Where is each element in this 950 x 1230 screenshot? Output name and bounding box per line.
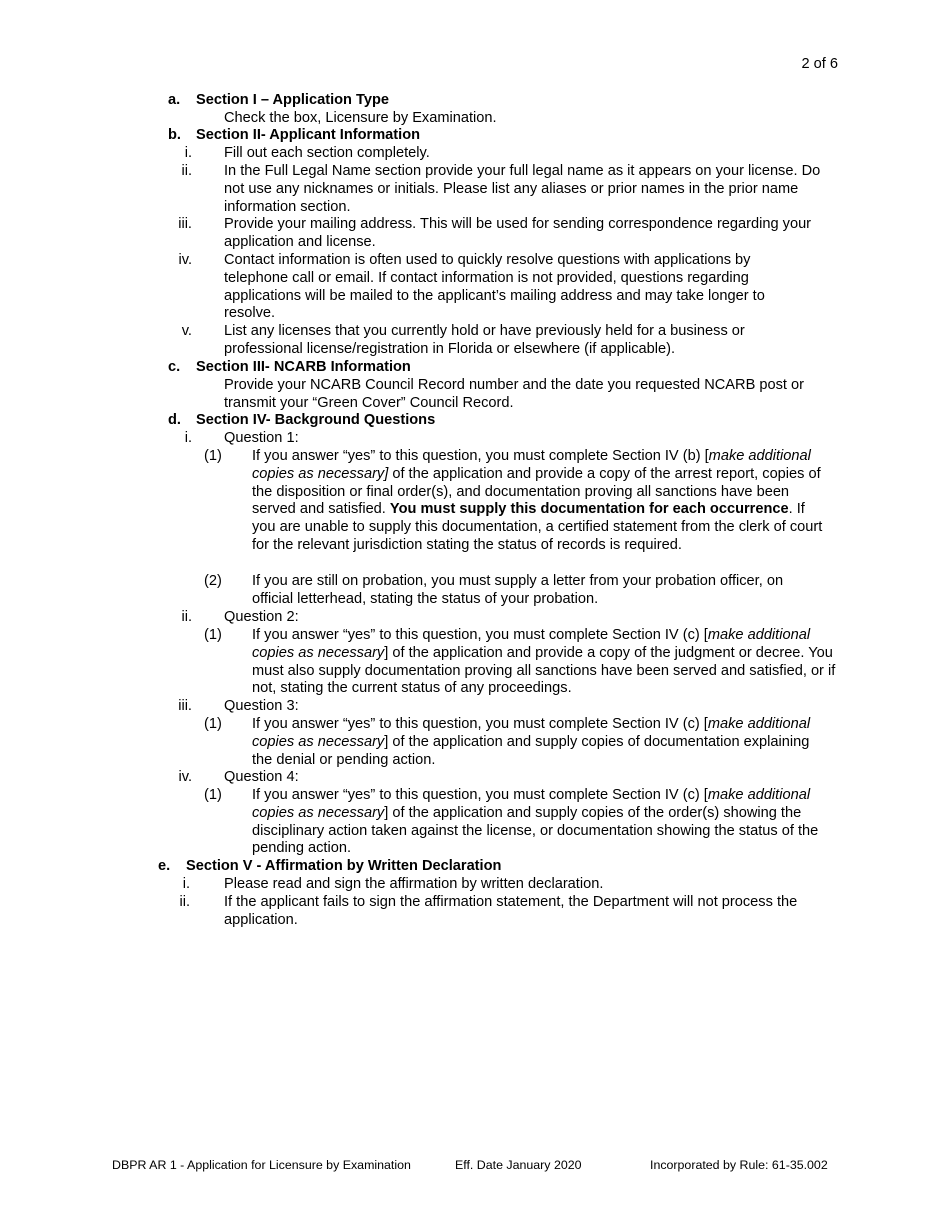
bold-run: You must supply this documentation for each occurrence xyxy=(389,501,789,518)
question-title: Question 4: xyxy=(224,769,299,785)
italic-run: make additional copies as necessary xyxy=(252,627,811,661)
list-text: In the Full Legal Name section provide your full legal name as it appears on your license. Do not use any nicknames or initials. Please list any aliases or prior names in the prior name information section. xyxy=(224,163,821,215)
list-numeral: iv. xyxy=(178,252,192,268)
section-b-heading xyxy=(168,127,420,145)
paragraph-text: If you are still on probation, you must supply a letter from your probation officer, on official letterhead, stating the status of your probation. xyxy=(252,573,784,607)
list-numeral: i. xyxy=(182,876,190,892)
section-title: Section IV- Background Questions xyxy=(196,412,436,428)
text-run: If you answer “yes” to this question, you must complete Section IV (c) [ xyxy=(252,716,708,732)
paragraph-number: (2) xyxy=(204,573,222,589)
section-title: Section II- Applicant Information xyxy=(196,127,421,143)
section-d-heading xyxy=(168,412,435,430)
section-a-heading xyxy=(168,92,389,110)
text-run: ] of the application and supply copies of the order(s) showing the disciplinary action taken against the license, or documentation showing the status of the pending action. xyxy=(252,804,819,857)
text-run: ] of the application and supply copies of documentation explaining the denial or pending action. xyxy=(252,733,810,768)
text-run: If you answer “yes” to this question, you must complete Section IV (c) [ xyxy=(252,787,708,803)
paragraph-number: (1) xyxy=(204,448,222,464)
section-letter: a. xyxy=(168,92,181,108)
paragraph-number: (1) xyxy=(204,787,222,803)
paragraph-number: (1) xyxy=(204,627,222,643)
list-numeral: i. xyxy=(184,430,192,446)
section-c-text: Provide your NCARB Council Record number and the date you requested NCARB post or transmit your “Green Cover” Council Record. xyxy=(224,377,804,411)
paragraph-text xyxy=(252,787,836,858)
list-numeral: iii. xyxy=(178,216,192,232)
list-numeral: iv. xyxy=(178,769,192,785)
list-numeral: ii. xyxy=(179,894,190,910)
list-numeral: i. xyxy=(184,145,192,161)
text-run: . If you are unable to supply this documentation, a certified statement from the clerk of court for the relevant jurisdiction stating the status of records is required. xyxy=(252,501,823,553)
paragraph-text xyxy=(252,627,838,698)
section-e-heading xyxy=(158,858,501,876)
section-letter: e. xyxy=(158,858,171,874)
paragraph-text xyxy=(252,716,812,769)
question-title: Question 3: xyxy=(224,698,299,714)
section-letter: b. xyxy=(168,127,181,143)
section-title: Section V - Affirmation by Written Declaration xyxy=(186,858,502,874)
page-number: 2 of 6 xyxy=(801,56,838,72)
list-text: List any licenses that you currently hold or have previously held for a business or professional license/registration in Florida or elsewhere (if applicable). xyxy=(224,323,745,357)
text-run: of the application and provide a copy of the arrest report, copies of the disposition or final order(s), and documentation proving all sanctions have been served and satisfied. xyxy=(252,465,821,518)
section-letter: d. xyxy=(168,412,181,428)
list-numeral: iii. xyxy=(178,698,192,714)
list-numeral: ii. xyxy=(181,609,192,625)
text-run: If you answer “yes” to this question, you must complete Section IV (b) [ xyxy=(252,448,709,464)
paragraph-text xyxy=(252,448,824,555)
list-numeral: ii. xyxy=(181,163,192,179)
footer-effective-date: Eff. Date January 2020 xyxy=(455,1158,582,1172)
section-letter: c. xyxy=(168,359,181,375)
list-text: Fill out each section completely. xyxy=(224,145,430,161)
section-title: Section III- NCARB Information xyxy=(196,359,411,375)
list-text: Provide your mailing address. This will be used for sending correspondence regarding your application and license. xyxy=(224,216,812,250)
italic-run: make additional copies as necessary xyxy=(252,716,811,750)
question-title: Question 1: xyxy=(224,430,299,446)
italic-run: make additional copies as necessary xyxy=(252,787,811,821)
italic-run: make additional copies as necessary] xyxy=(252,448,811,482)
footer-form-name: DBPR AR 1 - Application for Licensure by Examination xyxy=(112,1158,411,1172)
list-text: If the applicant fails to sign the affirmation statement, the Department will not process the application. xyxy=(224,894,798,928)
section-c-heading xyxy=(168,359,411,377)
section-a-text: Check the box, Licensure by Examination. xyxy=(224,110,497,126)
text-run: ] of the application and provide a copy of the judgment or decree. You must also supply documentation proving all sanctions have been served and satisfied, or if not, stating the current status of any proceedings. xyxy=(252,644,836,697)
list-text: Please read and sign the affirmation by written declaration. xyxy=(224,876,604,892)
paragraph-number: (1) xyxy=(204,716,222,732)
list-text: Contact information is often used to quickly resolve questions with applications by telephone call or email. If contact information is not provided, questions regarding applications will be mailed to the applicant’s mailing address and may take longer to resolve. xyxy=(224,252,765,322)
footer-rule: Incorporated by Rule: 61-35.002 xyxy=(650,1158,828,1172)
list-numeral: v. xyxy=(181,323,192,339)
section-title: Section I – Application Type xyxy=(196,92,389,108)
text-run: If you answer “yes” to this question, you must complete Section IV (c) [ xyxy=(252,627,708,643)
question-title: Question 2: xyxy=(224,609,299,625)
